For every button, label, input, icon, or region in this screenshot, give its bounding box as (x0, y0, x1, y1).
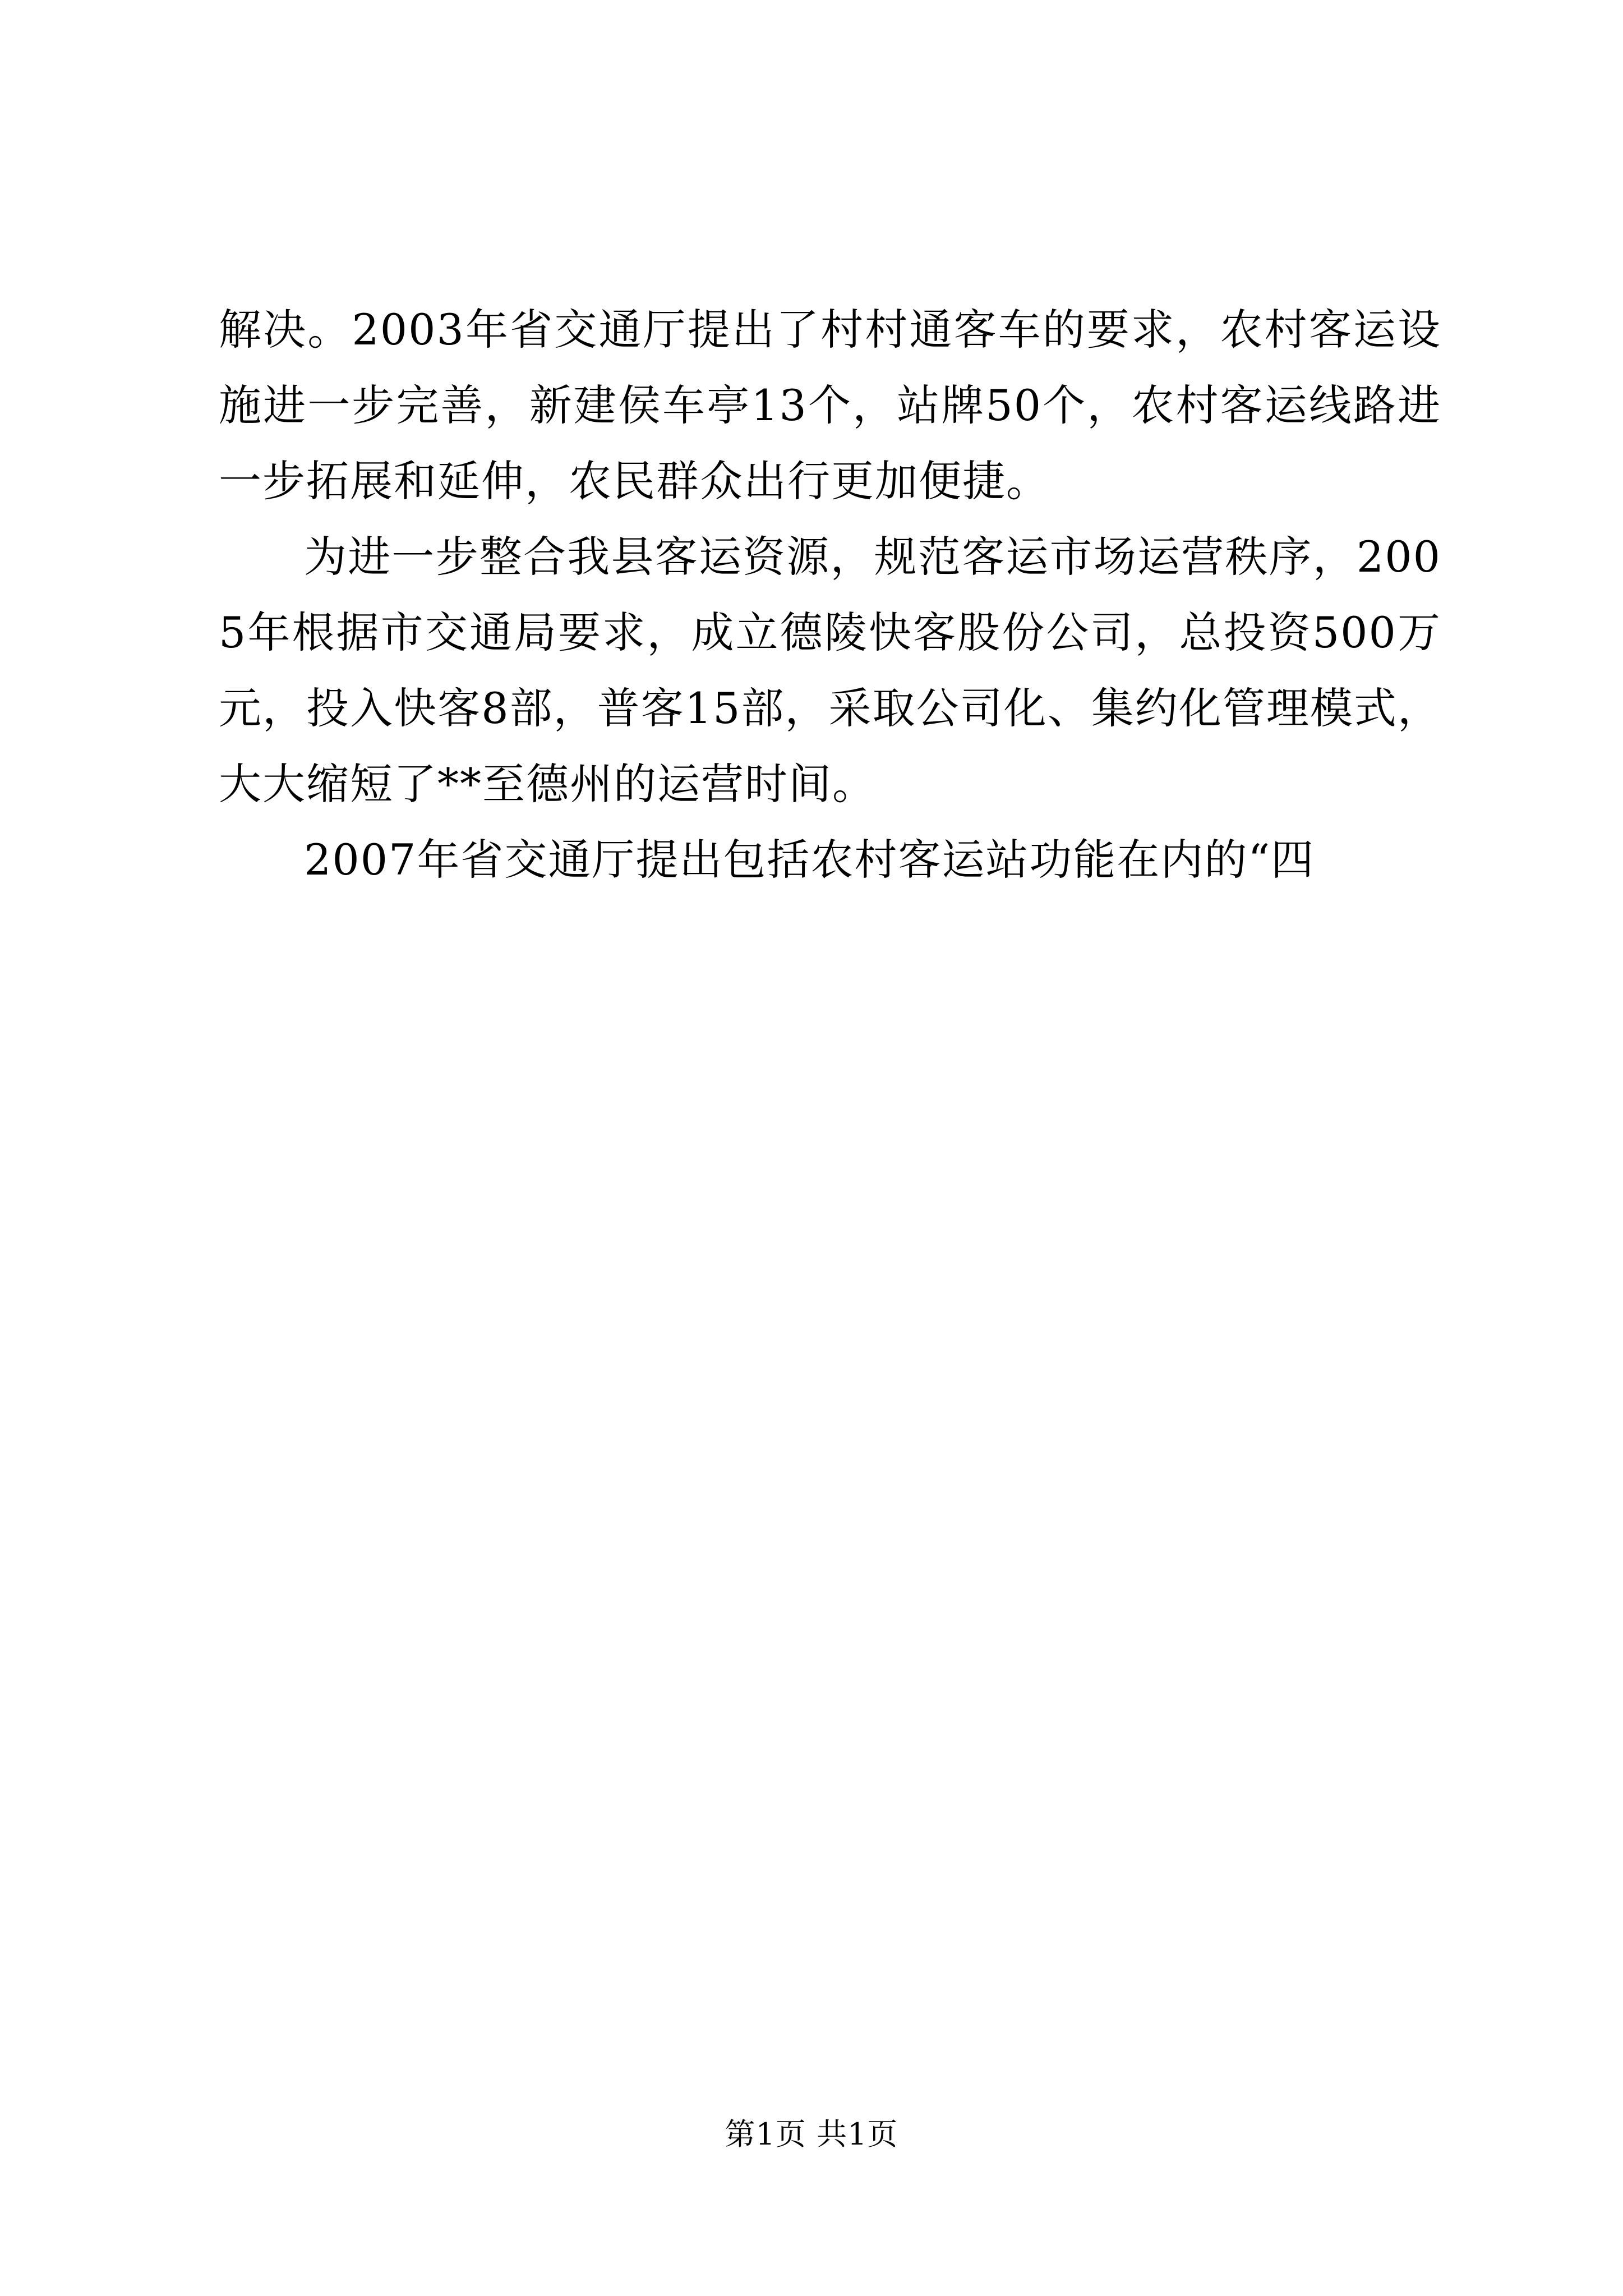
document-body (219, 292, 1441, 898)
paragraph-2: 为进一步整合我县客运资源，规范客运市场运营秩序，2005年根据市交通局要求，成立德陵快客股份公司，总投资500万元，投入快客8部，普客15部，采取公司化、集约化管理模式，大大缩短了**至德州的运营时间。 (219, 532, 1441, 809)
page-footer: 第1页 共1页 (725, 2116, 898, 2152)
paragraph-3: 2007年省交通厅提出包括农村客运站功能在内的“四 (304, 835, 1315, 885)
paragraph-1: 解决。2003年省交通厅提出了村村通客车的要求，农村客运设施进一步完善，新建侯车亭13个，站牌50个，农村客运线路进一步拓展和延伸，农民群众出行更加便捷。 (219, 305, 1441, 506)
